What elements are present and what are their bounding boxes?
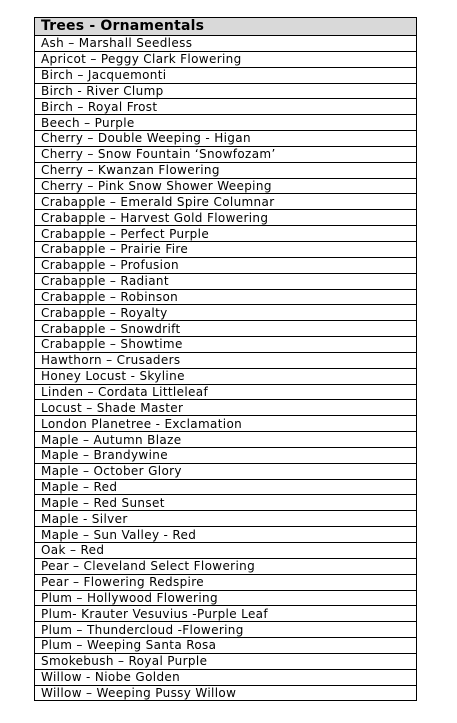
table-row — [35, 178, 417, 194]
table-row — [35, 83, 417, 99]
tree-name-cell: Maple - Silver — [35, 511, 417, 527]
table-body — [35, 36, 417, 701]
table-row — [35, 463, 417, 479]
tree-name-cell: Cherry – Kwanzan Flowering — [35, 162, 417, 178]
table-row — [35, 226, 417, 242]
table-row — [35, 305, 417, 321]
table-row — [35, 606, 417, 622]
tree-name-cell: Crabapple – Snowdrift — [35, 321, 417, 337]
table-row — [35, 67, 417, 83]
table-row — [35, 36, 417, 52]
table-row — [35, 685, 417, 701]
table-row — [35, 558, 417, 574]
table-row — [35, 321, 417, 337]
tree-name-cell: Cherry – Double Weeping - Higan — [35, 131, 417, 147]
tree-name-cell: Smokebush – Royal Purple — [35, 653, 417, 669]
table-header: Trees - Ornamentals — [35, 18, 417, 36]
tree-name-cell: Ash – Marshall Seedless — [35, 36, 417, 52]
tree-name-cell: Crabapple – Perfect Purple — [35, 226, 417, 242]
tree-name-cell: Pear – Flowering Redspire — [35, 574, 417, 590]
tree-name-cell: Maple – Red Sunset — [35, 495, 417, 511]
tree-name-cell: Maple – Sun Valley - Red — [35, 527, 417, 543]
table-row — [35, 416, 417, 432]
tree-name-cell: Apricot – Peggy Clark Flowering — [35, 51, 417, 67]
table-row — [35, 210, 417, 226]
tree-name-cell: Pear – Cleveland Select Flowering — [35, 558, 417, 574]
table-row — [35, 368, 417, 384]
tree-name-cell: Crabapple – Showtime — [35, 337, 417, 353]
table-row — [35, 432, 417, 448]
table-row — [35, 653, 417, 669]
tree-name-cell: Birch - River Clump — [35, 83, 417, 99]
tree-name-cell: Linden – Cordata Littleleaf — [35, 384, 417, 400]
tree-name-cell: Crabapple – Prairie Fire — [35, 241, 417, 257]
tree-name-cell: Birch – Jacquemonti — [35, 67, 417, 83]
table-row — [35, 479, 417, 495]
tree-name-cell: Crabapple – Robinson — [35, 289, 417, 305]
tree-name-cell: Maple – October Glory — [35, 463, 417, 479]
table-row — [35, 511, 417, 527]
table-row — [35, 194, 417, 210]
table-row — [35, 543, 417, 559]
tree-name-cell: Locust – Shade Master — [35, 400, 417, 416]
tree-name-cell: Willow – Weeping Pussy Willow — [35, 685, 417, 701]
tree-name-cell: Oak – Red — [35, 543, 417, 559]
table-row — [35, 257, 417, 273]
table-row — [35, 590, 417, 606]
table-row — [35, 574, 417, 590]
table-row — [35, 146, 417, 162]
tree-name-cell: Honey Locust - Skyline — [35, 368, 417, 384]
tree-name-cell: Maple – Autumn Blaze — [35, 432, 417, 448]
tree-name-cell: Plum – Weeping Santa Rosa — [35, 638, 417, 654]
table-row — [35, 273, 417, 289]
tree-name-cell: Crabapple – Royalty — [35, 305, 417, 321]
table-row — [35, 51, 417, 67]
table-row — [35, 99, 417, 115]
trees-ornamentals-table — [34, 17, 417, 701]
table-row — [35, 162, 417, 178]
tree-name-cell: Crabapple – Radiant — [35, 273, 417, 289]
table-row — [35, 115, 417, 131]
table-row — [35, 384, 417, 400]
tree-name-cell: Crabapple – Harvest Gold Flowering — [35, 210, 417, 226]
table-row — [35, 337, 417, 353]
tree-name-cell: Crabapple – Emerald Spire Columnar — [35, 194, 417, 210]
table-row — [35, 638, 417, 654]
table-row — [35, 527, 417, 543]
tree-name-cell: Cherry – Snow Fountain ‘Snowfozam’ — [35, 146, 417, 162]
table-row — [35, 289, 417, 305]
tree-name-cell: Maple – Brandywine — [35, 447, 417, 463]
tree-name-cell: Beech – Purple — [35, 115, 417, 131]
table-row — [35, 352, 417, 368]
tree-name-cell: Cherry – Pink Snow Shower Weeping — [35, 178, 417, 194]
tree-name-cell: Crabapple – Profusion — [35, 257, 417, 273]
table-row — [35, 241, 417, 257]
table-row — [35, 400, 417, 416]
table-row — [35, 447, 417, 463]
tree-name-cell: Plum – Hollywood Flowering — [35, 590, 417, 606]
table-row — [35, 622, 417, 638]
tree-name-cell: Birch – Royal Frost — [35, 99, 417, 115]
table-row — [35, 669, 417, 685]
tree-name-cell: Hawthorn – Crusaders — [35, 352, 417, 368]
header-row — [35, 18, 417, 36]
tree-name-cell: Plum- Krauter Vesuvius -Purple Leaf — [35, 606, 417, 622]
table-row — [35, 131, 417, 147]
tree-name-cell: Willow - Niobe Golden — [35, 669, 417, 685]
tree-name-cell: London Planetree - Exclamation — [35, 416, 417, 432]
tree-name-cell: Maple – Red — [35, 479, 417, 495]
tree-name-cell: Plum – Thundercloud -Flowering — [35, 622, 417, 638]
table-row — [35, 495, 417, 511]
